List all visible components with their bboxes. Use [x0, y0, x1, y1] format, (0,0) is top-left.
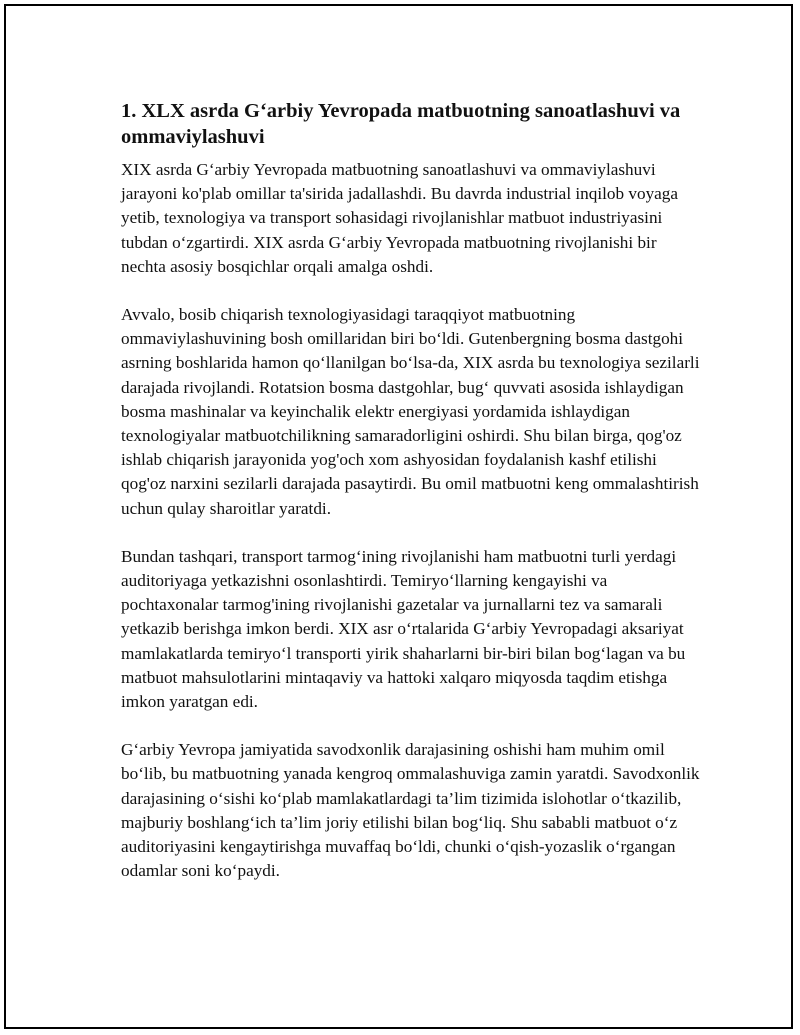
document-body: [121, 98, 701, 907]
section-heading: 1. XLX asrda G‘arbiy Yevropada matbuotning sanoatlashuvi va ommaviylashuvi: [121, 100, 681, 148]
paragraph-printing-technology: Avvalo, bosib chiqarish texnologiyasidagi taraqqiyot matbuotning ommaviylashuvining bosh omillaridan biri bo‘ldi. Gutenbergning bosma dastgohi asrning boshlarida hamon qo‘llanilgan bo‘lsa-da, XIX asrda bu texnologiya sezilarli darajada rivojlandi. Rotatsion bosma dastgohlar, bug‘ quvvati asosida ishlaydigan bosma mashinalar va keyinchalik elektr energiyasi yordamida ishlaydigan texnologiyalar matbuotchilikning samaradorligini oshirdi. Shu bilan birga, qog'oz ishlab chiqarish jarayonida yog'och xom ashyosidan foydalanish kashf etilishi qog'oz narxini sezilarli darajada pasaytirdi. Bu omil matbuotni keng ommalashtirish uchun qulay sharoitlar yaratdi.: [121, 305, 700, 518]
paragraph-transport: Bundan tashqari, transport tarmog‘ining rivojlanishi ham matbuotni turli yerdagi auditoriyaga yetkazishni osonlashtirdi. Temiryo‘llarning kengayishi va pochtaxonalar tarmog'ining rivojlanishi gazetalar va jurnallarni tez va samarali yetkazib berishga imkon berdi. XIX asr o‘rtalarida G‘arbiy Yevropadagi aksariyat mamlakatlarda temiryo‘l transporti yirik shaharlarni bir-biri bilan bog‘lagan va bu matbuot mahsulotlarini mintaqaviy va hattoki xalqaro miqyosda taqdim etishga imkon yaratgan edi.: [121, 546, 686, 712]
paragraph-literacy: G‘arbiy Yevropa jamiyatida savodxonlik darajasining oshishi ham muhim omil bo‘lib, bu matbuotning yanada kengroq ommalashuviga zamin yaratdi. Savodxonlik darajasining o‘sishi ko‘plab mamlakatlardagi ta’lim tizimida islohotlar o‘tkazilib, majburiy boshlang‘ich ta’lim joriy etilishi bilan bog‘liq. Shu sababli matbuot o‘z auditoriyasini kengaytirishga muvaffaq bo‘ldi, chunki o‘qish-yozaslik o‘rgangan odamlar soni ko‘paydi.: [121, 740, 700, 881]
document-page: [4, 4, 793, 1029]
paragraph-intro: XIX asrda G‘arbiy Yevropada matbuotning sanoatlashuvi va ommaviylashuvi jarayoni ko'plab omillar ta'sirida jadallashdi. Bu davrda industrial inqilob voyaga yetib, texnologiya va transport sohasidagi rivojlanishlar matbuot industriyasini tubdan o‘zgartirdi. XIX asrda G‘arbiy Yevropada matbuotning rivojlanishi bir nechta asosiy bosqichlar orqali amalga oshdi.: [121, 160, 679, 276]
